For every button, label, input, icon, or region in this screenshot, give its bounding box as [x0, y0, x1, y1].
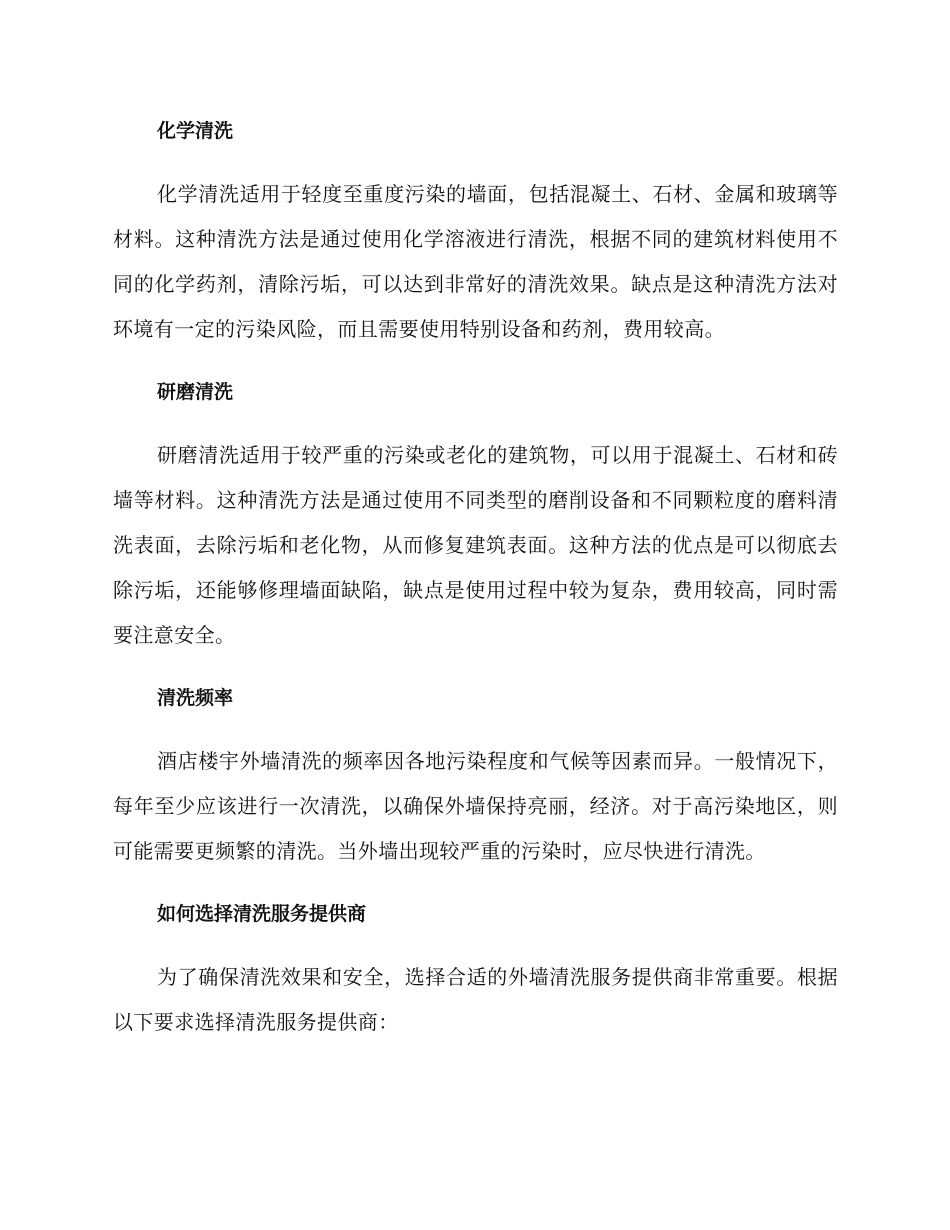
section-heading: 如何选择清洗服务提供商: [157, 903, 367, 925]
section-abrasive-cleaning: [113, 378, 838, 658]
section-heading: 清洗频率: [157, 687, 234, 709]
section-choose-provider: [113, 900, 838, 1045]
section-chemical-cleaning: [113, 117, 838, 352]
section-paragraph: 酒店楼宇外墙清洗的频率因各地污染程度和气候等因素而异。一般情况下，每年至少应该进行一次清洗，以确保外墙保持亮丽，经济。对于高污染地区，则可能需要更频繁的清洗。当外墙出现较严重的污染时，应尽快进行清洗。: [113, 749, 838, 863]
section-paragraph: 化学清洗适用于轻度至重度污染的墙面，包括混凝土、石材、金属和玻璃等材料。这种清洗方法是通过使用化学溶液进行清洗，根据不同的建筑材料使用不同的化学药剂，清除污垢，可以达到非常好的清洗效果。缺点是这种清洗方法对环境有一定的污染风险，而且需要使用特别设备和药剂，费用较高。: [113, 182, 838, 341]
section-paragraph: 研磨清洗适用于较严重的污染或老化的建筑物，可以用于混凝土、石材和砖墙等材料。这种清洗方法是通过使用不同类型的磨削设备和不同颗粒度的磨料清洗表面，去除污垢和老化物，从而修复建筑表面。这种方法的优点是可以彻底去除污垢，还能够修理墙面缺陷，缺点是使用过程中较为复杂，费用较高，同时需要注意安全。: [113, 443, 838, 647]
section-paragraph: 为了确保清洗效果和安全，选择合适的外墙清洗服务提供商非常重要。根据以下要求选择清洗服务提供商：: [113, 965, 838, 1034]
section-heading: 化学清洗: [157, 120, 234, 142]
section-cleaning-frequency: [113, 684, 838, 874]
section-heading: 研磨清洗: [157, 381, 234, 403]
